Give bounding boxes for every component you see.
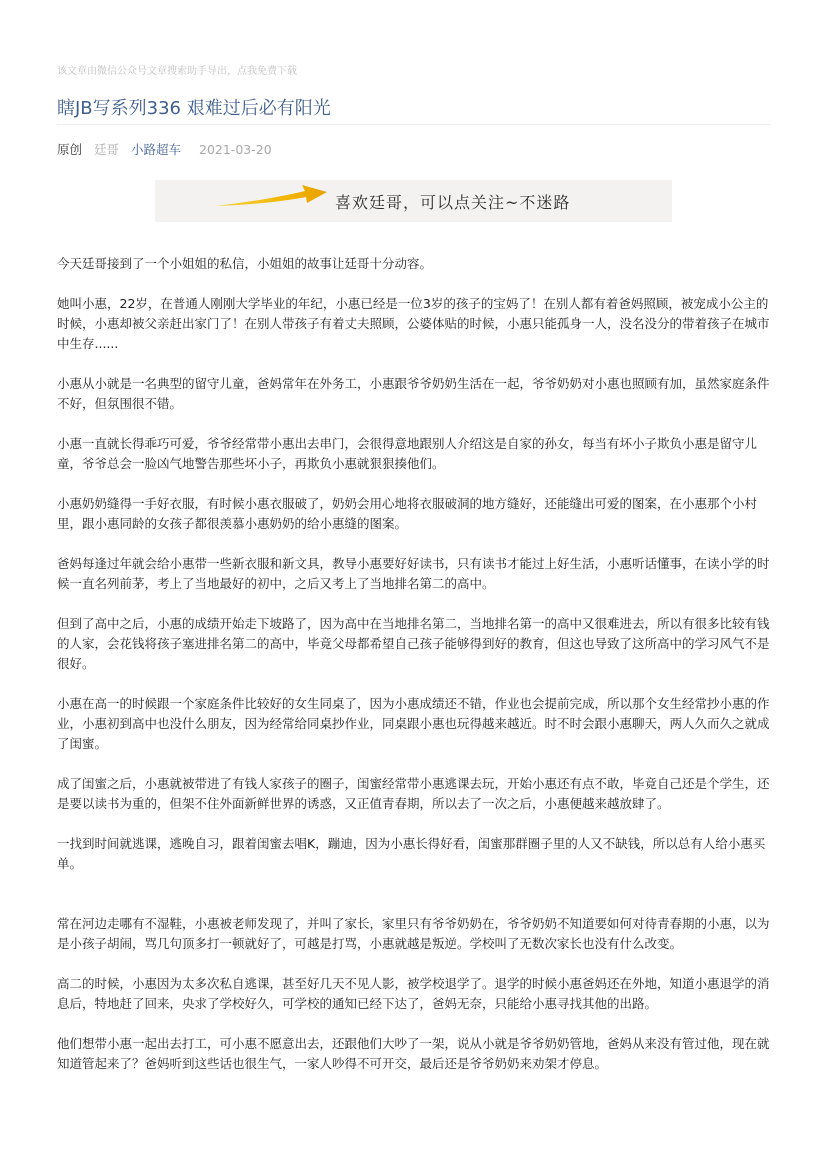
paragraph: 她叫小惠，22岁，在普通人刚刚大学毕业的年纪，小惠已经是一位3岁的孩子的宝妈了！在别人都有着爸妈照顾，被宠成小公主的时候，小惠却被父亲赶出家门了！在别人带孩子有着丈夫照顾，公婆体贴的时候，小惠只能孤身一人，没名没分的带着孩子在城市中生存...... [57,296,770,351]
original-label: 原创 [57,142,83,157]
export-notice-link[interactable]: 该文章由微信公众号文章搜索助手导出，点我免费下载 [57,66,297,77]
paragraph: 小惠从小就是一名典型的留守儿童，爸妈常年在外务工，小惠跟爷爷奶奶生活在一起，爷爷奶奶对小惠也照顾有加，虽然家庭条件不好，但氛围很不错。 [57,376,770,411]
publish-date: 2021-03-20 [199,142,272,157]
account-name-link[interactable]: 小路超车 [131,142,182,157]
paragraph: 小惠在高一的时候跟一个家庭条件比较好的女生同桌了，因为小惠成绩还不错，作业也会提前完成，所以那个女生经常抄小惠的作业，小惠初到高中也没什么朋友，因为经常给同桌抄作业，同桌跟小惠也玩得越来越近。时不时会跟小惠聊天，两人久而久之就成了闺蜜。 [57,696,770,751]
paragraph: 小惠奶奶缝得一手好衣服，有时候小惠衣服破了，奶奶会用心地将衣服破洞的地方缝好，还能缝出可爱的图案，在小惠那个小村里，跟小惠同龄的女孩子都很羡慕小惠奶奶的给小惠缝的图案。 [57,496,758,531]
author-name: 廷哥 [94,142,120,157]
article-title: 瞎JB写系列336 艰难过后必有阳光 [57,98,331,119]
paragraph: 小惠一直就长得乖巧可爱，爷爷经常带小惠出去串门，会很得意地跟别人介绍这是自家的孙女，每当有坏小子欺负小惠是留守儿童，爷爷总会一脸凶气地警告那些坏小子，再欺负小惠就狠狠揍他们。 [57,436,758,471]
paragraph: 但到了高中之后，小惠的成绩开始走下坡路了，因为高中在当地排名第二，当地排名第一的高中又很难进去，所以有很多比较有钱的人家，会花钱将孩子塞进排名第二的高中，毕竟父母都希望自己孩子能够得到好的教育，但这也导致了这所高中的学习风气不是很好。 [57,616,770,671]
paragraph: 今天廷哥接到了一个小姐姐的私信，小姐姐的故事让廷哥十分动容。 [57,256,433,271]
paragraph: 一找到时间就逃课，逃晚自习，跟着闺蜜去唱K，蹦迪，因为小惠长得好看，闺蜜那群圈子里的人又不缺钱，所以总有人给小惠买单。 [57,836,766,871]
paragraph: 他们想带小惠一起出去打工，可小惠不愿意出去，还跟他们大吵了一架，说从小就是爷爷奶奶管地，爸妈从来没有管过他，现在就知道管起来了？爸妈听到这些话也很生气，一家人吵得不可开交，最后还是爷爷奶奶来劝架才停息。 [57,1036,770,1071]
banner-caption: 喜欢廷哥，可以点关注~不迷路 [335,193,571,212]
paragraph: 成了闺蜜之后，小惠就被带进了有钱人家孩子的圈子，闺蜜经常带小惠逃课去玩，开始小惠还有点不敢，毕竟自己还是个学生，还是要以读书为重的，但架不住外面新鲜世界的诱惑，又正值青春期，所以去了一次之后，小惠便越来越放肆了。 [57,776,770,811]
follow-banner-image [155,180,672,222]
paragraph: 常在河边走哪有不湿鞋，小惠被老师发现了，并叫了家长，家里只有爷爷奶奶在，爷爷奶奶不知道要如何对待青春期的小惠，以为是小孩子胡闹，骂几句顶多打一顿就好了，可越是打骂，小惠就越是叛逆。学校叫了无数次家长也没有什么改变。 [57,916,770,951]
article-body [57,254,770,1094]
paragraph: 高二的时候，小惠因为太多次私自逃课，甚至好几天不见人影，被学校退学了。退学的时候小惠爸妈还在外地，知道小惠退学的消息后，特地赶了回来，央求了学校好久，可学校的通知已经下达了，爸妈无奈，只能给小惠寻找其他的出路。 [57,976,770,1011]
paragraph: 爸妈每逢过年就会给小惠带一些新衣服和新文具，教导小惠要好好读书，只有读书才能过上好生活，小惠听话懂事，在读小学的时候一直名列前茅，考上了当地最好的初中，之后又考上了当地排名第二的高中。 [57,556,770,591]
article-meta [57,140,280,158]
title-divider [57,124,770,125]
